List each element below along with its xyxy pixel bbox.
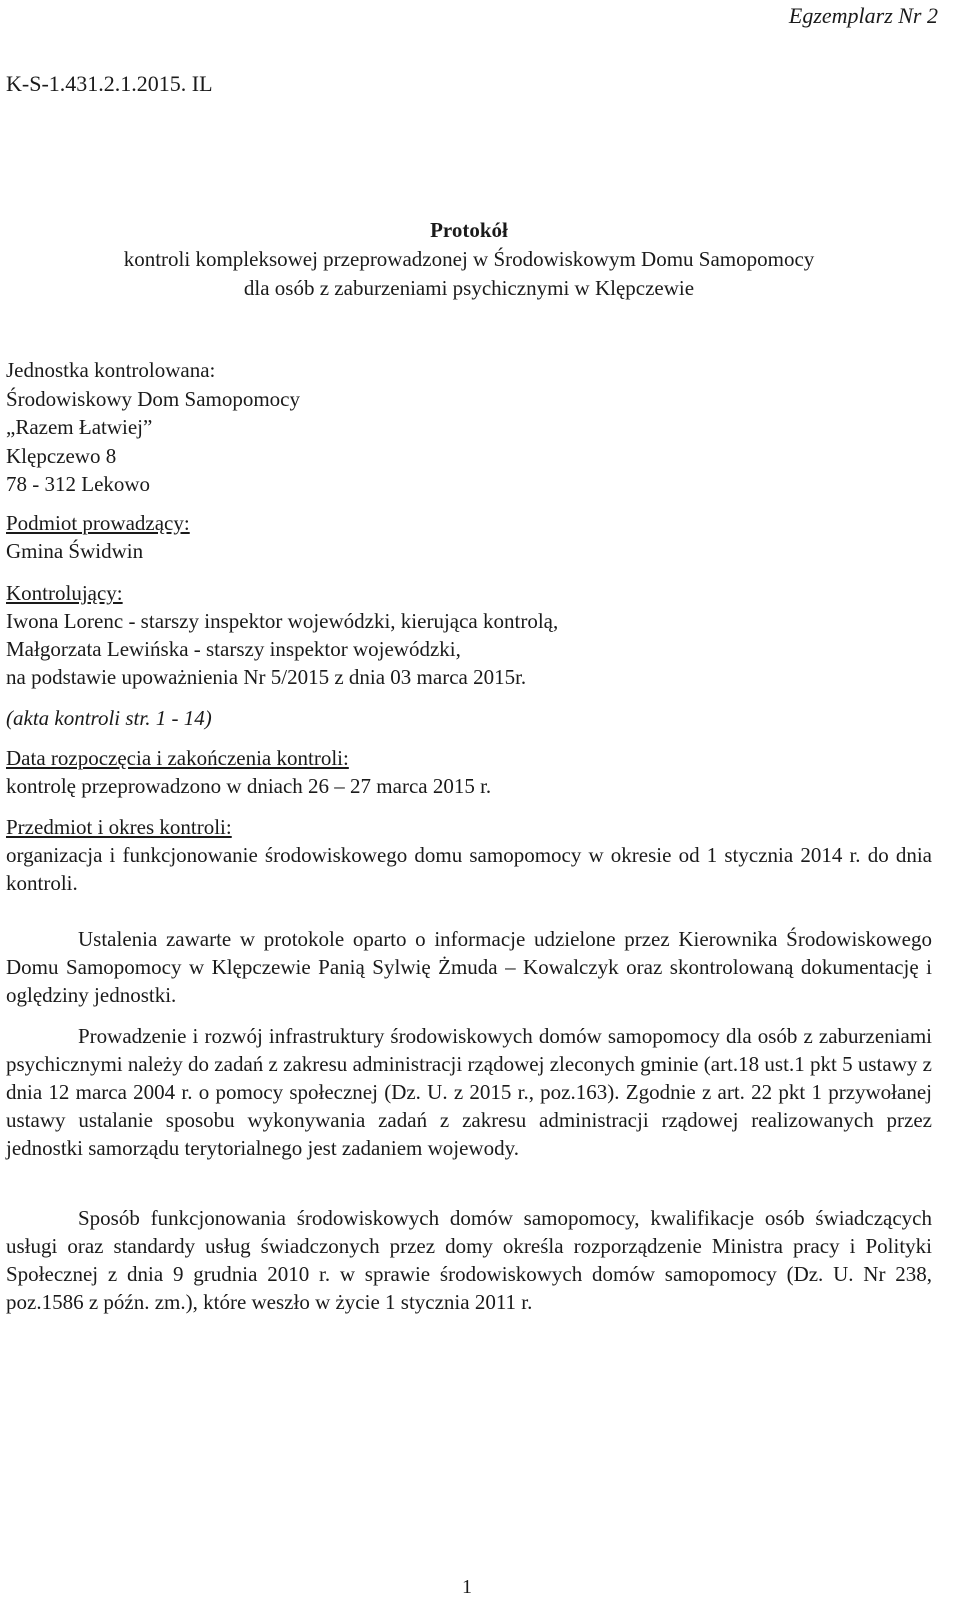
controlled-unit-name: Środowiskowy Dom Samopomocy [6,386,300,411]
dates-heading: Data rozpoczęcia i zakończenia kontroli: [6,746,349,770]
inspector-1: Iwona Lorenc - starszy inspektor wojewódzki, kierująca kontrolą, [6,609,559,633]
operator-heading: Podmiot prowadzący: [6,511,190,535]
scope-heading: Przedmiot i okres kontroli: [6,815,232,839]
paragraph-legal-basis: Prowadzenie i rozwój infrastruktury środowiskowych domów samopomocy dla osób z zaburzeniami psychicznymi należy do zadań z zakresu administracji rządowej zleconych gminie (art.18 ust.1 pkt 5 ustawy z dnia 12 marca 2004 r. o pomocy społecznej (Dz. U. z 2015 r., poz.163). Zgodnie z art. 22 pkt 1 przywołanej ustawy ustalanie sposobu wykonywania zadań z zakresu administracji rządowej realizowanych przez jednostki samorządu terytorialnego jest zadaniem wojewody. [6,1024,932,1160]
inspectors-heading: Kontrolujący: [6,581,123,605]
controlled-unit-section [6,356,932,499]
controlled-unit-address-street: Klępczewo 8 [6,443,117,468]
operator-value: Gmina Świdwin [6,539,144,563]
inspectors-section [6,579,932,691]
scope-section [6,813,932,897]
title-line-2: kontroli kompleksowej przeprowadzonej w Środowiskowym Domu Samopomocy [123,247,815,271]
protocol-title [6,216,932,303]
scope-value: organizacja i funkcjonowanie środowiskowego domu samopomocy w okresie od 1 stycznia 2014 r. do dnia kontroli. [6,843,932,895]
files-reference: (akta kontroli str. 1 - 14) [6,706,212,730]
controlled-unit-address-city: 78 - 312 Lekowo [6,472,151,496]
dates-section [6,744,932,800]
document-reference-number: K-S-1.431.2.1.2015. IL [6,71,213,96]
dates-value: kontrolę przeprowadzono w dniach 26 – 27 marca 2015 r. [6,774,492,798]
controlled-unit-heading: Jednostka kontrolowana: [6,358,216,382]
page-number: 1 [462,1576,472,1598]
paragraph-findings-basis: Ustalenia zawarte w protokole oparto o informacje udzielone przez Kierownika Środowiskowego Domu Samopomocy w Klępczewie Panią Sylwię Żmuda – Kowalczyk oraz skontrolowaną dokumentację i oględziny jednostki. [6,927,932,1007]
authorization-line: na podstawie upoważnienia Nr 5/2015 z dnia 03 marca 2015r. [6,665,527,689]
title-line-1: Protokół [430,218,508,242]
controlled-unit-subname: „Razem Łatwiej” [6,415,153,439]
title-line-3: dla osób z zaburzeniami psychicznymi w Klępczewie [243,276,695,300]
operator-section [6,509,932,565]
paragraph-regulation: Sposób funkcjonowania środowiskowych domów samopomocy, kwalifikacje osób świadczących usługi oraz standardy usług świadczonych przez domy określa rozporządzenie Ministra pracy i Polityki Społecznej z dnia 9 grudnia 2010 r. w sprawie środowiskowych domów samopomocy (Dz. U. Nr 238, poz.1586 z późn. zm.), które weszło w życie 1 stycznia 2011 r. [6,1206,932,1314]
inspector-2: Małgorzata Lewińska - starszy inspektor wojewódzki, [6,637,461,661]
copy-number-label: Egzemplarz Nr 2 [788,3,938,28]
